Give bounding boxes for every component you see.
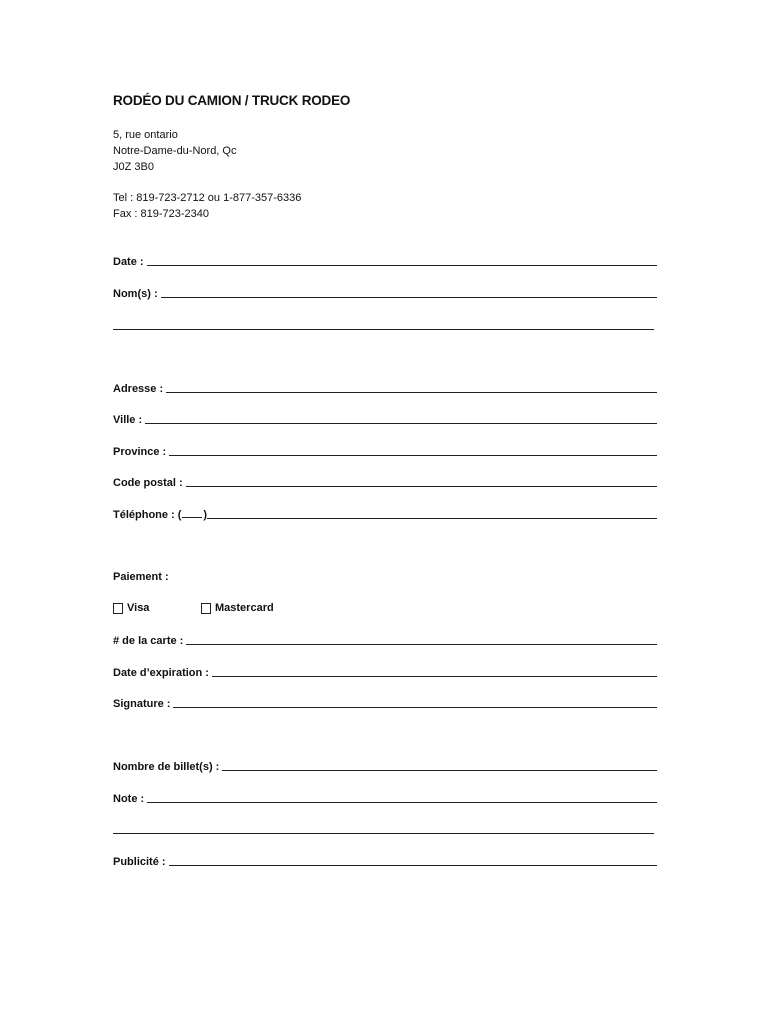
area-code-input-line[interactable]	[182, 517, 202, 518]
telephone-label: Téléphone :	[113, 509, 175, 521]
city-input-line[interactable]	[145, 423, 657, 424]
address-line-2: Notre-Dame-du-Nord, Qc	[113, 145, 237, 157]
visa-label: Visa	[127, 602, 150, 614]
date-label: Date :	[113, 256, 144, 268]
names-field[interactable]	[113, 286, 657, 300]
card-number-field[interactable]	[113, 633, 657, 647]
card-number-label: # de la carte :	[113, 635, 184, 647]
fax-line: Fax : 819-723-2340	[113, 208, 210, 220]
phone-line: Tel : 819-723-2712 ou 1-877-357-6336	[113, 192, 302, 204]
signature-field[interactable]	[113, 696, 657, 710]
address-line-3: J0Z 3B0	[113, 161, 154, 173]
advertising-field[interactable]	[113, 854, 657, 868]
visa-option[interactable]	[113, 602, 149, 614]
province-label: Province :	[113, 446, 167, 458]
payment-label: Paiement :	[113, 571, 169, 583]
advertising-input-line[interactable]	[169, 865, 657, 866]
note-continuation-line[interactable]	[113, 833, 654, 834]
area-code-open: (	[177, 509, 182, 521]
postal-code-label: Code postal :	[113, 477, 183, 489]
signature-label: Signature :	[113, 698, 171, 710]
tickets-input-line[interactable]	[222, 770, 657, 771]
note-field[interactable]	[113, 791, 657, 805]
province-field[interactable]	[113, 444, 657, 458]
note-label: Note :	[113, 793, 145, 805]
address-line-1: 5, rue ontario	[113, 129, 178, 141]
city-field[interactable]	[113, 412, 657, 426]
address-input-line[interactable]	[166, 392, 657, 393]
postal-code-input-line[interactable]	[186, 486, 657, 487]
tickets-field[interactable]	[113, 759, 657, 773]
area-code-group[interactable]	[178, 509, 207, 521]
city-label: Ville :	[113, 414, 143, 426]
names-input-line[interactable]	[161, 297, 657, 298]
page-title: RODÉO DU CAMION / TRUCK RODEO	[113, 93, 351, 108]
expiration-field[interactable]	[113, 665, 657, 679]
area-code-close: )	[203, 509, 208, 521]
mastercard-label: Mastercard	[215, 602, 274, 614]
expiration-input-line[interactable]	[212, 676, 657, 677]
card-number-input-line[interactable]	[186, 644, 657, 645]
date-input-line[interactable]	[147, 265, 657, 266]
expiration-label: Date d’expiration :	[113, 667, 209, 679]
address-field[interactable]	[113, 381, 657, 395]
date-field[interactable]	[113, 254, 657, 268]
postal-code-field[interactable]	[113, 475, 657, 489]
signature-input-line[interactable]	[173, 707, 657, 708]
names-continuation-line[interactable]	[113, 329, 654, 330]
mastercard-checkbox[interactable]	[201, 603, 211, 614]
advertising-label: Publicité :	[113, 856, 166, 868]
note-input-line[interactable]	[147, 802, 657, 803]
visa-checkbox[interactable]	[113, 603, 123, 614]
tickets-label: Nombre de billet(s) :	[113, 761, 220, 773]
mastercard-option[interactable]	[201, 602, 274, 614]
names-label: Nom(s) :	[113, 288, 158, 300]
address-label: Adresse :	[113, 383, 164, 395]
telephone-field[interactable]	[113, 507, 657, 521]
telephone-input-line[interactable]	[207, 518, 657, 519]
province-input-line[interactable]	[169, 455, 657, 456]
